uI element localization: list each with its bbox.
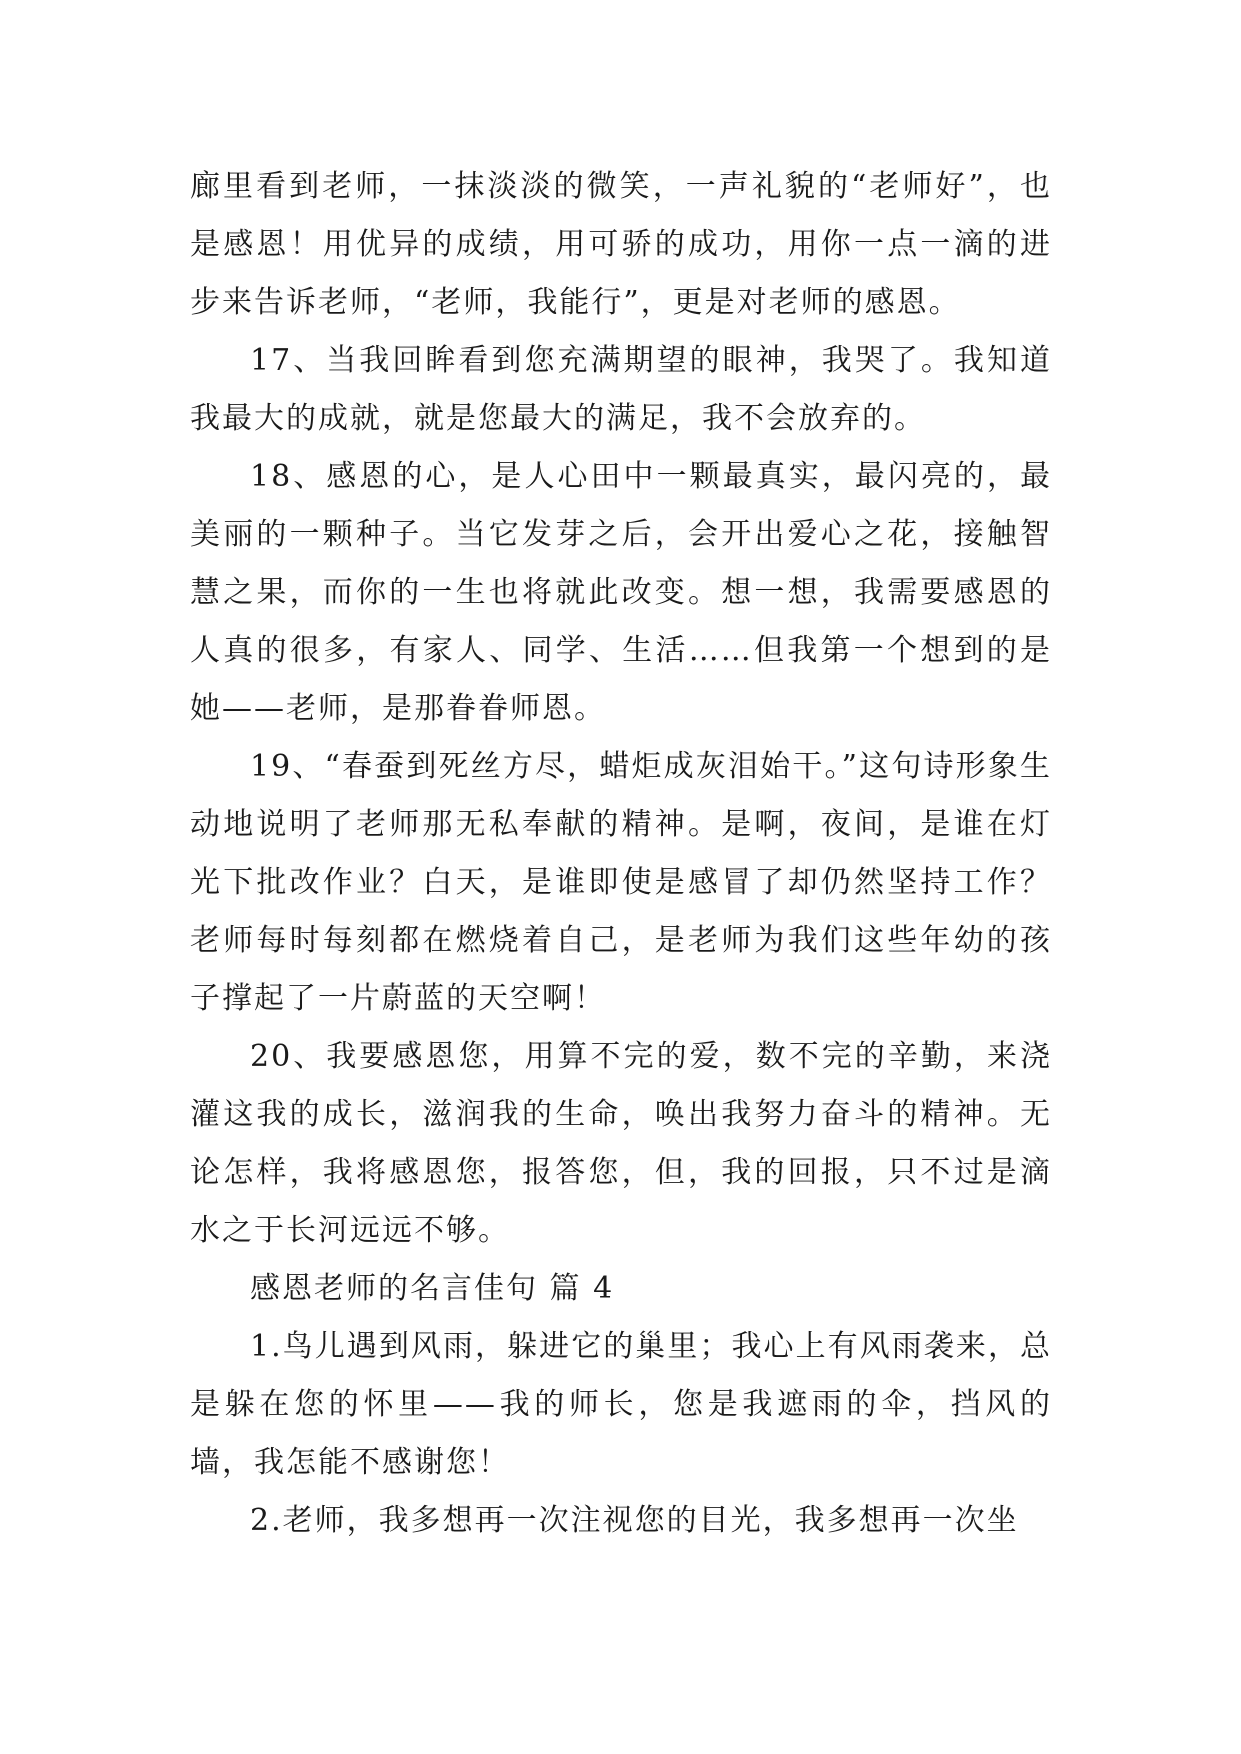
paragraph-continuation: 廊里看到老师，一抹淡淡的微笑，一声礼貌的“老师好”，也是感恩！用优异的成绩，用可骄的成功，用你一点一滴的进步来告诉老师，“老师，我能行”，更是对老师的感恩。 [190,169,1052,320]
section-paragraph-1: 1.鸟儿遇到风雨，躲进它的巢里；我心上有风雨袭来，总是躲在您的怀里——我的师长，您是我遮雨的伞，挡风的墙，我怎能不感谢您！ [190,1329,1052,1480]
paragraph-item-17: 17、当我回眸看到您充满期望的眼神，我哭了。我知道我最大的成就，就是您最大的满足，我不会放弃的。 [190,343,1052,436]
document-body [190,158,1052,1550]
paragraph-item-19: 19、“春蚕到死丝方尽，蜡炬成灰泪始干。”这句诗形象生动地说明了老师那无私奉献的精神。是啊，夜间，是谁在灯光下批改作业？白天，是谁即使是感冒了却仍然坚持工作？老师每时每刻都在燃烧着自己，是老师为我们这些年幼的孩子撑起了一片蔚蓝的天空啊！ [190,749,1052,1016]
section-paragraph-2: 2.老师，我多想再一次注视您的目光，我多想再一次坐 [250,1503,1019,1538]
paragraph-item-18: 18、感恩的心，是人心田中一颗最真实，最闪亮的，最美丽的一颗种子。当它发芽之后，会开出爱心之花，接触智慧之果，而你的一生也将就此改变。想一想，我需要感恩的人真的很多，有家人、同学、生活……但我第一个想到的是她——老师，是那眷眷师恩。 [190,459,1052,726]
paragraph-item-20: 20、我要感恩您，用算不完的爱，数不完的辛勤，来浇灌这我的成长，滋润我的生命，唤出我努力奋斗的精神。无论怎样，我将感恩您，报答您，但，我的回报，只不过是滴水之于长河远远不够。 [190,1039,1052,1248]
section-heading: 感恩老师的名言佳句 篇 4 [250,1271,615,1306]
